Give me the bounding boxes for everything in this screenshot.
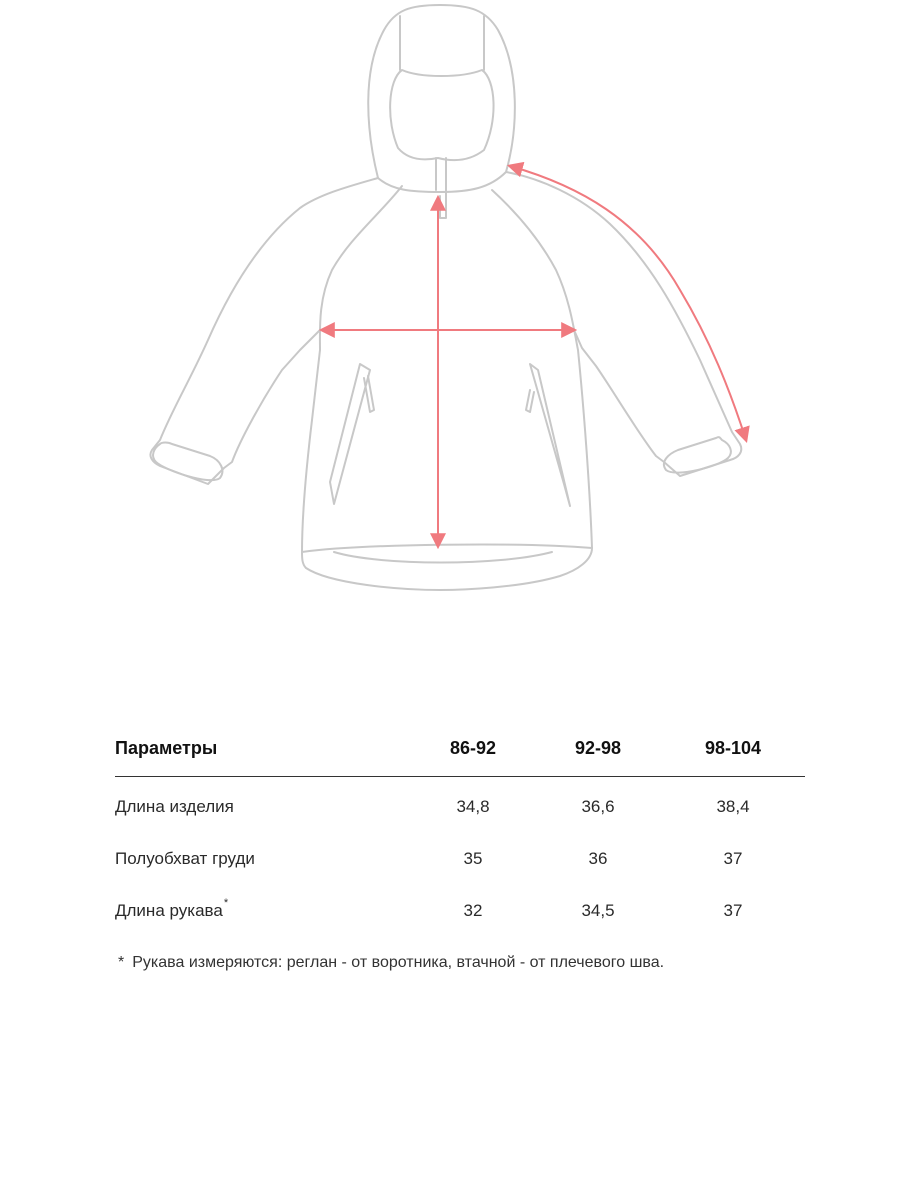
size-header: 92-98 bbox=[574, 738, 622, 758]
table-cell: 38,4 bbox=[716, 797, 750, 816]
table-row bbox=[115, 831, 805, 883]
right-sleeve bbox=[506, 172, 741, 476]
table-cell: 32 bbox=[463, 901, 483, 920]
size-table bbox=[115, 732, 805, 935]
row-label-text: Длина рукава bbox=[115, 901, 223, 920]
table-cell: 35 bbox=[463, 849, 483, 868]
footnote-marker: * bbox=[223, 897, 229, 909]
size-header: 98-104 bbox=[704, 738, 762, 758]
left-pocket-zip bbox=[364, 376, 374, 412]
left-cuff bbox=[153, 443, 222, 481]
table-row bbox=[115, 779, 805, 831]
table-cell: 36,6 bbox=[581, 797, 615, 816]
footnote bbox=[118, 954, 664, 972]
table-cell: 34,5 bbox=[581, 901, 615, 920]
right-pocket bbox=[530, 364, 570, 506]
param-header: Параметры bbox=[115, 738, 218, 758]
table-cell: 37 bbox=[723, 849, 743, 868]
table-header bbox=[115, 732, 805, 777]
table-row bbox=[115, 883, 805, 935]
left-pocket bbox=[330, 364, 370, 504]
body-left bbox=[302, 186, 402, 552]
measurement-arrows bbox=[322, 166, 746, 546]
table-cell: 37 bbox=[723, 901, 743, 920]
table-cell: 34,8 bbox=[456, 797, 490, 816]
body-right bbox=[492, 190, 592, 548]
size-header: 86-92 bbox=[449, 738, 497, 758]
jacket-outline bbox=[150, 5, 741, 590]
right-pocket-zip bbox=[526, 390, 534, 412]
hem-inner bbox=[334, 552, 552, 563]
right-cuff bbox=[664, 437, 731, 472]
row-label: Длина изделия bbox=[115, 797, 234, 816]
footnote-text: Рукава измеряются: реглан - от воротника, втачной - от плечевого шва. bbox=[132, 954, 665, 971]
row-label bbox=[115, 885, 228, 937]
row-label: Полуобхват груди bbox=[115, 849, 255, 868]
hem bbox=[302, 545, 592, 590]
hood-face bbox=[390, 70, 493, 160]
footnote-star: * bbox=[118, 954, 125, 971]
hood-inner bbox=[400, 16, 484, 70]
table-cell: 36 bbox=[588, 849, 608, 868]
